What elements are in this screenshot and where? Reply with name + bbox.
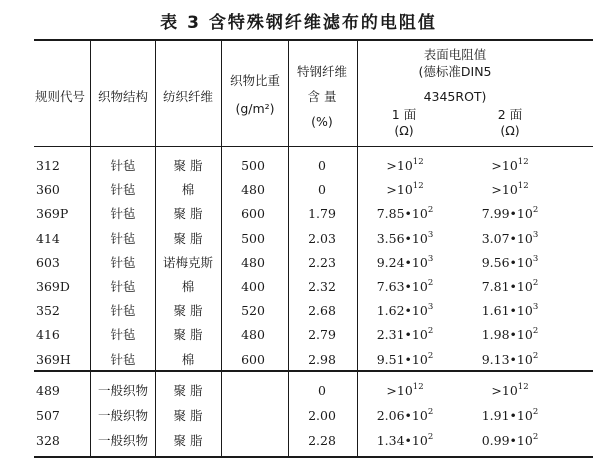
cell-resistance-side2 <box>491 158 528 173</box>
cell-structure: 针毡 <box>110 254 136 270</box>
resistance-exponent: 12 <box>412 382 424 392</box>
cell-density: 400 <box>241 279 265 294</box>
cell-structure: 一般织物 <box>97 433 149 448</box>
cell-fiber: 聚 脂 <box>173 158 203 173</box>
header-density-line1: 织物比重 <box>229 73 281 88</box>
resistance-exponent: 3 <box>532 229 539 240</box>
resistance-base: 1.61•10 <box>481 303 533 319</box>
cell-code: 416 <box>36 327 60 343</box>
cell-structure: 针毡 <box>110 206 136 222</box>
resistance-base: 9.56•10 <box>481 254 533 270</box>
cell-density: 480 <box>241 182 265 198</box>
table-title: 表 3 含特殊钢纤维滤布的电阻值 <box>160 13 437 33</box>
cell-resistance-side2 <box>482 352 539 367</box>
resistance-base: >10 <box>491 158 518 173</box>
cell-fiber: 聚 脂 <box>173 230 203 246</box>
resistance-exponent: 3 <box>532 253 539 264</box>
cell-steel-content: 1.79 <box>308 206 336 222</box>
resistance-base: 7.99•10 <box>481 206 533 222</box>
cell-resistance-side2 <box>482 433 539 448</box>
cell-steel-content: 2.32 <box>308 279 336 294</box>
resistance-base: 2.06•10 <box>376 408 428 423</box>
resistance-exponent: 12 <box>412 157 424 167</box>
cell-density: 480 <box>241 254 265 270</box>
col-divider-4 <box>288 41 289 456</box>
header-side1-line1: 1 面 <box>391 107 417 122</box>
cell-steel-content: 0 <box>318 182 326 198</box>
cell-steel-content: 2.23 <box>308 254 336 270</box>
resistance-base: >10 <box>491 182 518 198</box>
resistance-exponent: 3 <box>532 302 539 313</box>
resistance-base: >10 <box>491 383 518 398</box>
resistance-base: 1.98•10 <box>481 327 533 343</box>
cell-structure: 针毡 <box>110 158 136 173</box>
cell-structure: 针毡 <box>110 327 136 343</box>
resistance-base: 2.31•10 <box>376 327 428 343</box>
header-code: 规则代号 <box>34 89 86 104</box>
resistance-base: 1.62•10 <box>376 303 428 319</box>
cell-code: 603 <box>36 254 60 270</box>
resistance-base: 9.13•10 <box>481 351 533 367</box>
cell-code: 369D <box>36 279 70 294</box>
cell-steel-content: 2.03 <box>308 230 336 246</box>
resistance-exponent: 2 <box>532 407 539 417</box>
resistance-exponent: 2 <box>427 350 434 361</box>
header-side1-line2: (Ω) <box>394 123 414 138</box>
bottom-rule <box>34 456 593 458</box>
cell-resistance-side1 <box>377 231 434 246</box>
cell-code: 312 <box>36 158 60 173</box>
header-side2-line1: 2 面 <box>497 107 523 122</box>
cell-steel-content: 2.00 <box>308 408 336 423</box>
resistance-base: 7.63•10 <box>376 279 428 294</box>
header-resistance-line3: 4345ROT) <box>423 89 487 104</box>
resistance-base: 0.99•10 <box>481 433 533 448</box>
cell-resistance-side2 <box>482 408 539 423</box>
cell-steel-content: 2.28 <box>308 433 336 448</box>
cell-code: 369H <box>36 351 71 367</box>
cell-resistance-side1 <box>377 303 434 318</box>
resistance-base: 9.24•10 <box>376 254 428 270</box>
cell-density: 600 <box>241 351 265 367</box>
cell-resistance-side2 <box>491 182 528 197</box>
header-steel-line3: (%) <box>311 114 333 129</box>
resistance-exponent: 2 <box>532 326 539 337</box>
cell-structure: 针毡 <box>110 182 136 198</box>
cell-code: 328 <box>36 433 60 448</box>
cell-steel-content: 0 <box>318 383 326 398</box>
col-divider-5 <box>357 41 358 456</box>
cell-resistance-side1 <box>386 383 423 398</box>
cell-fiber: 棉 <box>181 351 195 367</box>
cell-fiber: 聚 脂 <box>173 303 203 319</box>
resistance-exponent: 12 <box>517 157 529 167</box>
header-density-line2: (g/m²) <box>235 101 275 116</box>
cell-structure: 针毡 <box>110 279 136 294</box>
resistance-exponent: 2 <box>532 432 539 442</box>
cell-steel-content: 0 <box>318 158 326 173</box>
resistance-exponent: 12 <box>517 382 529 392</box>
cell-resistance-side2 <box>482 231 539 246</box>
resistance-base: >10 <box>386 383 413 398</box>
cell-fiber: 棉 <box>181 182 195 198</box>
header-structure: 织物结构 <box>97 89 149 104</box>
cell-resistance-side1 <box>386 182 423 197</box>
col-divider-2 <box>155 41 156 456</box>
resistance-exponent: 12 <box>412 181 424 192</box>
cell-density: 500 <box>241 158 265 173</box>
cell-steel-content: 2.98 <box>308 351 336 367</box>
header-steel-line1: 特钢纤维 <box>296 64 348 79</box>
cell-resistance-side2 <box>482 255 539 270</box>
cell-fiber: 聚 脂 <box>173 408 203 423</box>
resistance-exponent: 2 <box>427 205 434 216</box>
cell-density: 520 <box>241 303 265 319</box>
cell-code: 414 <box>36 230 60 246</box>
cell-structure: 针毡 <box>110 303 136 319</box>
resistance-base: 3.56•10 <box>376 230 428 246</box>
resistance-exponent: 2 <box>427 407 434 417</box>
cell-density: 600 <box>241 206 265 222</box>
header-resistance-line1: 表面电阻值 <box>423 47 487 62</box>
header-fiber: 纺织纤维 <box>162 89 214 104</box>
resistance-base: 7.85•10 <box>376 206 428 222</box>
cell-density: 500 <box>241 230 265 246</box>
resistance-base: 3.07•10 <box>481 230 533 246</box>
resistance-base: 7.81•10 <box>481 279 533 294</box>
header-resistance-line2: (德标准DIN5 <box>418 64 492 79</box>
cell-fiber: 聚 脂 <box>173 206 203 222</box>
cell-resistance-side2 <box>482 279 539 294</box>
cell-code: 352 <box>36 303 60 319</box>
col-divider-3 <box>221 41 222 456</box>
cell-fiber: 棉 <box>181 279 195 294</box>
resistance-exponent: 3 <box>427 229 434 240</box>
cell-resistance-side1 <box>386 158 423 173</box>
cell-resistance-side2 <box>482 327 539 342</box>
resistance-exponent: 3 <box>427 253 434 264</box>
cell-resistance-side2 <box>482 206 539 221</box>
cell-density: 480 <box>241 327 265 343</box>
cell-fiber: 聚 脂 <box>173 327 203 343</box>
cell-code: 369P <box>36 206 69 222</box>
header-rule <box>34 146 593 147</box>
cell-code: 507 <box>36 408 60 423</box>
cell-resistance-side1 <box>377 408 434 423</box>
cell-resistance-side2 <box>482 303 539 318</box>
cell-structure: 针毡 <box>110 230 136 246</box>
col-divider-1 <box>90 41 91 456</box>
resistance-exponent: 2 <box>532 205 539 216</box>
resistance-exponent: 2 <box>532 350 539 361</box>
resistance-base: 1.91•10 <box>481 408 533 423</box>
cell-resistance-side1 <box>377 327 434 342</box>
cell-structure: 一般织物 <box>97 383 149 398</box>
group-rule <box>34 370 593 372</box>
cell-resistance-side1 <box>377 352 434 367</box>
resistance-base: >10 <box>386 158 413 173</box>
cell-resistance-side2 <box>491 383 528 398</box>
cell-steel-content: 2.79 <box>308 327 336 343</box>
header-steel-line2: 含 量 <box>307 89 337 104</box>
resistance-exponent: 12 <box>517 181 529 192</box>
resistance-exponent: 2 <box>532 278 539 288</box>
cell-structure: 一般织物 <box>97 408 149 423</box>
cell-code: 360 <box>36 182 60 198</box>
cell-resistance-side1 <box>377 206 434 221</box>
resistance-exponent: 3 <box>427 302 434 313</box>
cell-fiber: 聚 脂 <box>173 433 203 448</box>
resistance-exponent: 2 <box>427 432 434 442</box>
cell-resistance-side1 <box>377 433 434 448</box>
header-side2-line2: (Ω) <box>500 123 520 138</box>
cell-structure: 针毡 <box>110 351 136 367</box>
cell-fiber: 诺梅克斯 <box>162 254 214 270</box>
cell-steel-content: 2.68 <box>308 303 336 319</box>
resistance-base: 1.34•10 <box>376 433 428 448</box>
resistance-base: 9.51•10 <box>376 351 428 367</box>
resistance-base: >10 <box>386 182 413 198</box>
resistance-exponent: 2 <box>427 278 434 288</box>
cell-fiber: 聚 脂 <box>173 383 203 398</box>
cell-code: 489 <box>36 383 60 398</box>
top-rule <box>34 39 593 41</box>
resistance-exponent: 2 <box>427 326 434 337</box>
cell-resistance-side1 <box>377 279 434 294</box>
cell-resistance-side1 <box>377 255 434 270</box>
